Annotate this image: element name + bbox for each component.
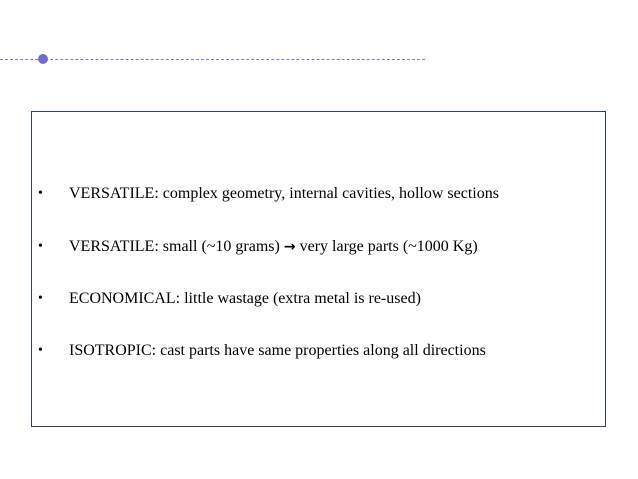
bullet-item-economical bbox=[32, 288, 605, 310]
decorative-dashed-rule bbox=[0, 59, 425, 60]
bullet-text: ECONOMICAL: little wastage (extra metal is re-used) bbox=[69, 290, 421, 307]
bullet-item-versatile-size bbox=[32, 236, 605, 258]
content-box bbox=[31, 111, 606, 427]
decorative-rule-dot bbox=[38, 54, 48, 64]
bullet-item-isotropic bbox=[32, 340, 605, 362]
bullet-icon: • bbox=[38, 239, 43, 254]
bullet-text: ISOTROPIC: cast parts have same properties along all directions bbox=[69, 342, 486, 359]
bullet-text-before-arrow: VERSATILE: small (~10 grams) bbox=[69, 238, 284, 255]
bullet-item-versatile-geometry bbox=[32, 183, 605, 205]
right-arrow-icon: → bbox=[283, 239, 296, 255]
bullet-text: VERSATILE: complex geometry, internal cavities, hollow sections bbox=[69, 185, 499, 202]
bullet-icon: • bbox=[38, 291, 43, 306]
bullet-text bbox=[69, 236, 478, 258]
bullet-icon: • bbox=[38, 343, 43, 358]
bullet-icon: • bbox=[38, 186, 43, 201]
bullet-text-after-arrow: very large parts (~1000 Kg) bbox=[295, 238, 478, 255]
